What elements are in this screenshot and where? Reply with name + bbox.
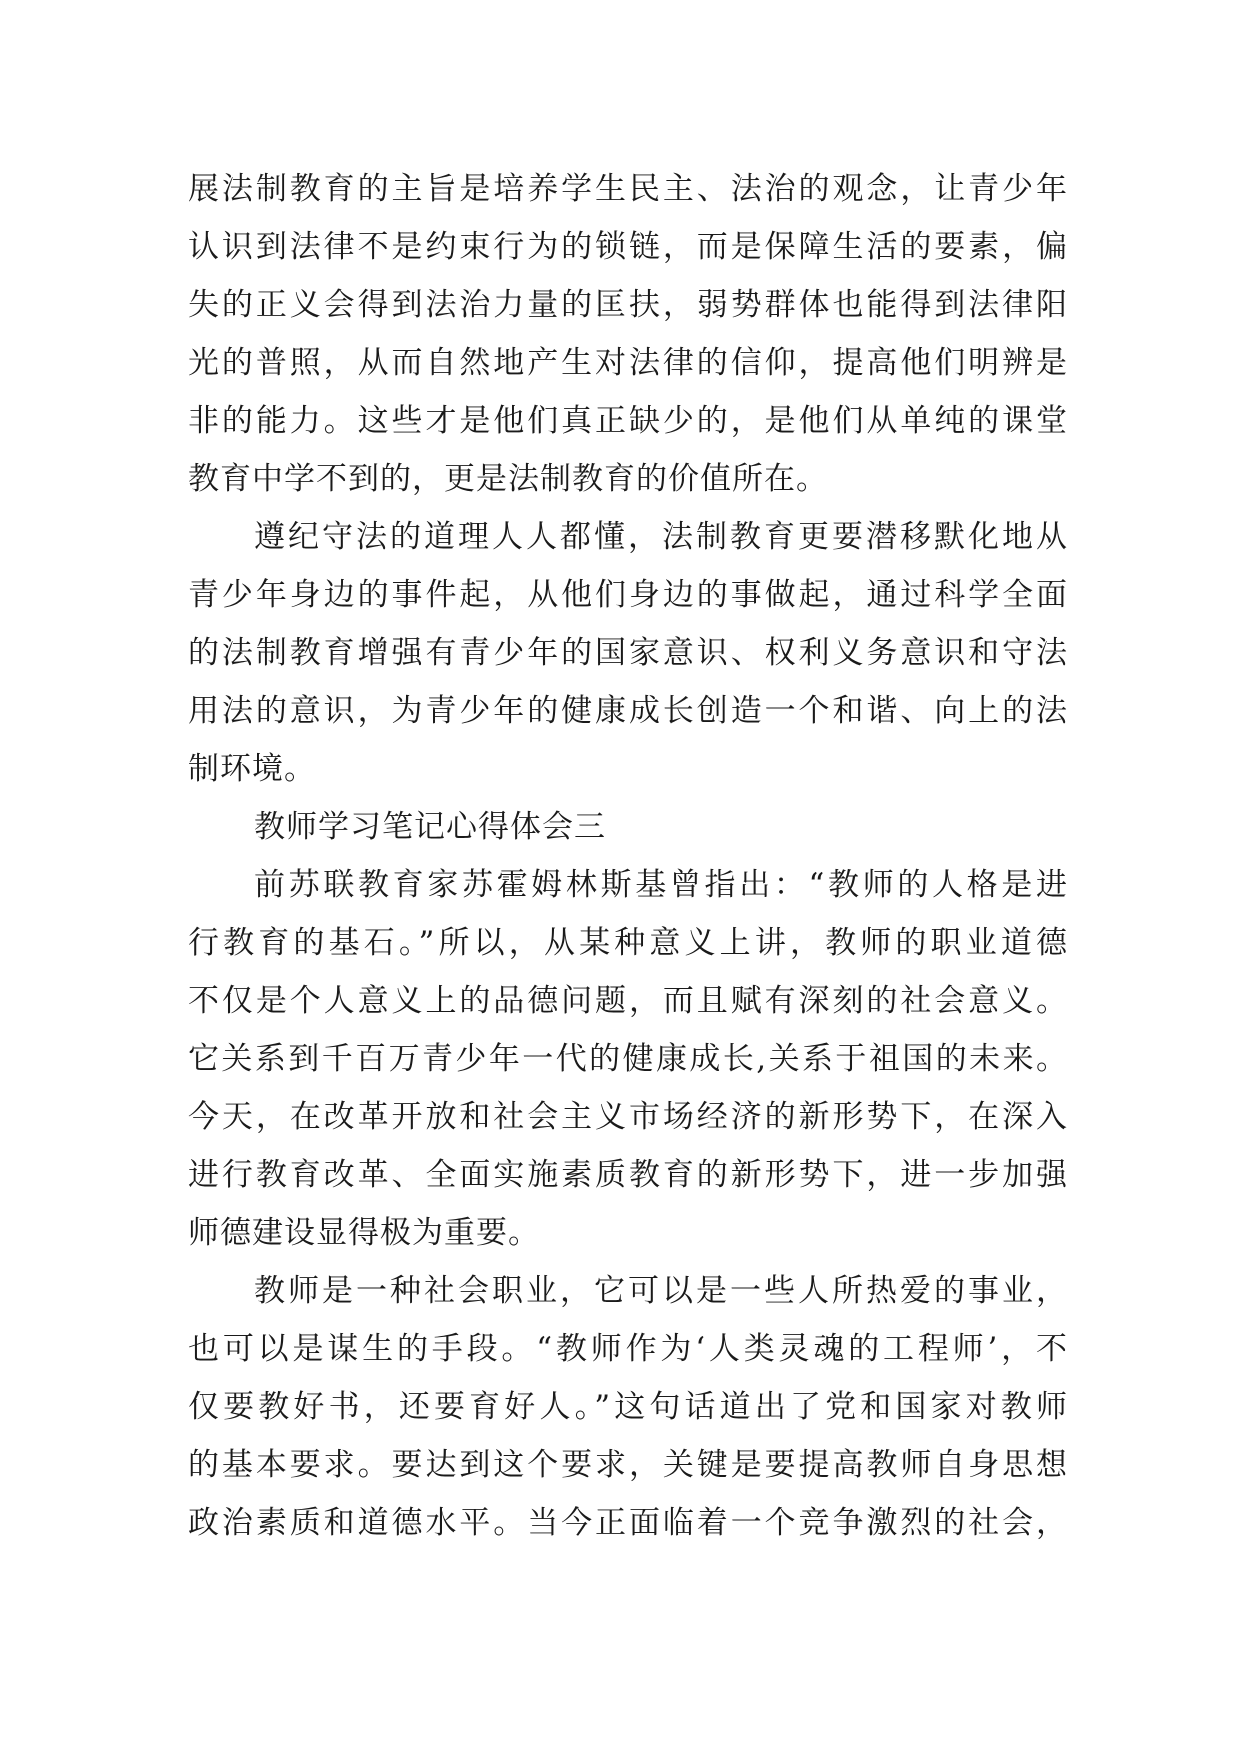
text-line: 认识到法律不是约束行为的锁链，而是保障生活的要素，偏 xyxy=(188,229,1068,265)
section-heading: 教师学习笔记心得体会三 xyxy=(254,809,606,845)
text-line: 政治素质和道德水平。当今正面临着一个竞争激烈的社会， xyxy=(188,1505,1068,1541)
text-line: 进行教育改革、全面实施素质教育的新形势下，进一步加强 xyxy=(188,1157,1068,1193)
text-line: 仅要教好书，还要育好人。”这句话道出了党和国家对教师 xyxy=(188,1389,1068,1425)
paragraph-first-line: 遵纪守法的道理人人都懂，法制教育更要潜移默化地从 xyxy=(254,519,1068,555)
text-line: 也可以是谋生的手段。“教师作为‘人类灵魂的工程师’，不 xyxy=(188,1331,1068,1367)
text-line: 失的正义会得到法治力量的匡扶，弱势群体也能得到法律阳 xyxy=(188,287,1068,323)
text-line: 光的普照，从而自然地产生对法律的信仰，提高他们明辨是 xyxy=(188,345,1068,381)
text-line: 教育中学不到的，更是法制教育的价值所在。 xyxy=(188,461,828,497)
text-line: 它关系到千百万青少年一代的健康成长,关系于祖国的未来。 xyxy=(188,1041,1068,1077)
text-line: 不仅是个人意义上的品德问题，而且赋有深刻的社会意义。 xyxy=(188,983,1068,1019)
text-line: 非的能力。这些才是他们真正缺少的，是他们从单纯的课堂 xyxy=(188,403,1068,439)
text-line: 用法的意识，为青少年的健康成长创造一个和谐、向上的法 xyxy=(188,693,1068,729)
text-line: 今天，在改革开放和社会主义市场经济的新形势下，在深入 xyxy=(188,1099,1068,1135)
text-line: 的基本要求。要达到这个要求，关键是要提高教师自身思想 xyxy=(188,1447,1068,1483)
text-line: 青少年身边的事件起，从他们身边的事做起，通过科学全面 xyxy=(188,577,1068,613)
paragraph-first-line: 教师是一种社会职业，它可以是一些人所热爱的事业， xyxy=(254,1273,1068,1309)
text-line: 行教育的基石。”所以，从某种意义上讲，教师的职业道德 xyxy=(188,925,1068,961)
text-line: 师德建设显得极为重要。 xyxy=(188,1215,540,1251)
paragraph-first-line: 前苏联教育家苏霍姆林斯基曾指出：“教师的人格是进 xyxy=(254,867,1068,903)
text-line: 制环境。 xyxy=(188,751,316,787)
text-line: 的法制教育增强有青少年的国家意识、权利义务意识和守法 xyxy=(188,635,1068,671)
document-body xyxy=(188,160,1068,1552)
text-line: 展法制教育的主旨是培养学生民主、法治的观念，让青少年 xyxy=(188,171,1068,207)
